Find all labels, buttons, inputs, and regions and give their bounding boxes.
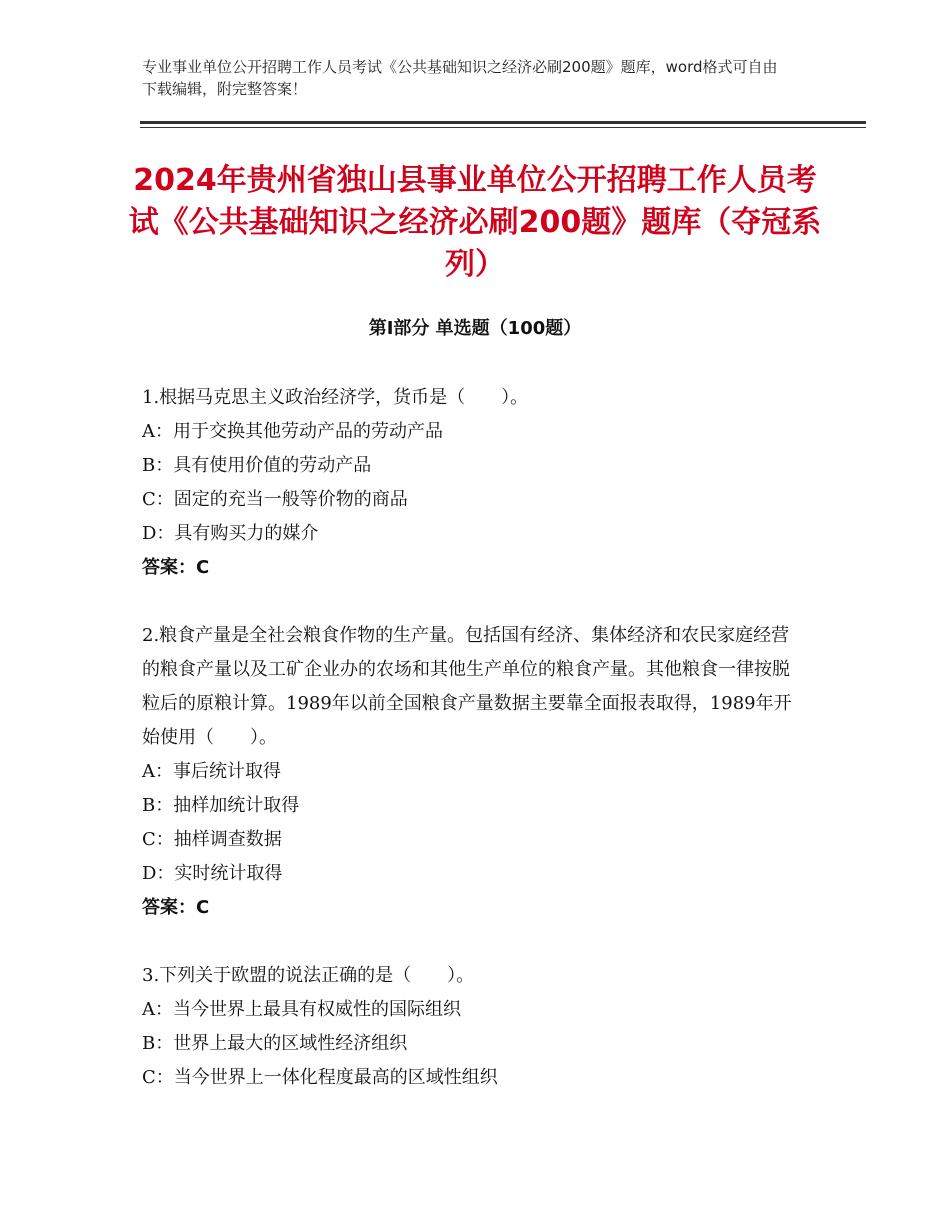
option-a: A：用于交换其他劳动产品的劳动产品 bbox=[142, 421, 443, 442]
option-c: C：抽样调查数据 bbox=[142, 829, 282, 850]
option-a: A：当今世界上最具有权威性的国际组织 bbox=[142, 999, 461, 1020]
document-title: 2024年贵州省独山县事业单位公开招聘工作人员考试《公共基础知识之经济必刷200题》题库（夺冠系列） bbox=[128, 163, 822, 282]
option-d: D：具有购买力的媒介 bbox=[142, 523, 319, 544]
option-a: A：事后统计取得 bbox=[142, 761, 281, 782]
question-3 bbox=[142, 959, 802, 1095]
option-d: D：实时统计取得 bbox=[142, 863, 283, 884]
question-stem: 1.根据马克思主义政治经济学，货币是（ ）。 bbox=[142, 387, 529, 408]
question-list bbox=[142, 381, 802, 1129]
question-stem: 2.粮食产量是全社会粮食作物的生产量。包括国有经济、集体经济和农民家庭经营的粮食产量以及工矿企业办的农场和其他生产单位的粮食产量。其他粮食一律按脱粒后的原粮计算。1989年以前全国粮食产量数据主要靠全面报表取得，1989年开始使用（ ）。 bbox=[142, 625, 792, 748]
question-stem: 3.下列关于欧盟的说法正确的是（ ）。 bbox=[142, 965, 475, 986]
question-2 bbox=[142, 619, 802, 925]
option-b: B：具有使用价值的劳动产品 bbox=[142, 455, 372, 476]
header-rule-thin bbox=[140, 127, 866, 128]
option-b: B：世界上最大的区域性经济组织 bbox=[142, 1033, 408, 1054]
header-rule-thick bbox=[140, 121, 866, 124]
question-1 bbox=[142, 381, 802, 585]
section-title: 第Ⅰ部分 单选题（100题） bbox=[368, 318, 582, 339]
answer: 答案：C bbox=[142, 897, 210, 918]
answer: 答案：C bbox=[142, 557, 210, 578]
option-b: B：抽样加统计取得 bbox=[142, 795, 300, 816]
header-note: 专业事业单位公开招聘工作人员考试《公共基础知识之经济必刷200题》题库，word格式可自由下载编辑，附完整答案！ bbox=[142, 58, 778, 98]
option-c: C：当今世界上一体化程度最高的区域性组织 bbox=[142, 1067, 498, 1088]
option-c: C：固定的充当一般等价物的商品 bbox=[142, 489, 408, 510]
